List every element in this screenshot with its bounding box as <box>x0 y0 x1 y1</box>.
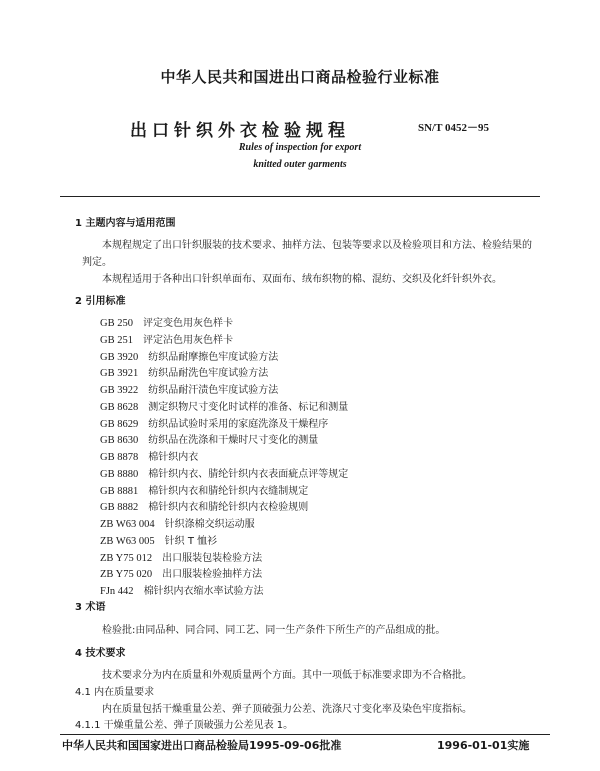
reference-title: 棉针织内衣和腈纶针织内衣检验规则 <box>148 502 309 514</box>
reference-item <box>100 585 264 599</box>
reference-item <box>100 317 233 331</box>
reference-title: 纺织品耐摩擦色牢度试验方法 <box>148 351 279 363</box>
reference-title: 针织涤棉交织运动服 <box>164 519 255 530</box>
reference-title: 棉针织内衣 <box>148 452 199 463</box>
reference-title: 棉针织内衣、腈纶针织内衣表面疵点评等规定 <box>148 468 349 480</box>
english-title-line2: knitted outer garments <box>253 159 347 170</box>
reference-item <box>100 451 198 465</box>
approval-statement: 中华人民共和国国家进出口商品检验局1995-09-06批准 <box>62 739 342 752</box>
reference-title: 纺织品耐汗渍色牢度试验方法 <box>148 385 279 396</box>
reference-item <box>100 552 262 566</box>
reference-item <box>100 434 318 448</box>
reference-item <box>100 384 278 398</box>
reference-item <box>100 401 348 415</box>
implementation-date: 1996-01-01实施 <box>437 739 530 752</box>
reference-title: 评定沾色用灰色样卡 <box>142 334 233 346</box>
reference-code: FJn 442 <box>100 586 134 597</box>
reference-title: 棉针织内衣和腈纶针织内衣缝制规定 <box>148 485 309 497</box>
reference-code: ZB Y75 020 <box>100 569 153 581</box>
reference-title: 纺织品在洗涤和干燥时尺寸变化的测量 <box>148 435 319 447</box>
reference-code: GB 3921 <box>100 368 139 380</box>
reference-title: 出口服装包装检验方法 <box>162 552 263 564</box>
reference-code: GB 3920 <box>100 351 139 363</box>
section-4-heading: 4 技术要求 <box>75 648 126 659</box>
reference-code: ZB W63 005 <box>100 535 155 547</box>
reference-item <box>100 501 308 515</box>
reference-title: 棉针织内衣缩水率试验方法 <box>143 586 264 597</box>
reference-code: GB 8629 <box>100 418 139 430</box>
reference-code: GB 3922 <box>100 385 139 396</box>
reference-code: GB 8882 <box>100 502 139 514</box>
reference-item <box>100 418 328 432</box>
reference-code: ZB Y75 012 <box>100 552 153 564</box>
reference-code: GB 251 <box>100 334 133 346</box>
reference-title: 针织 T 恤衫 <box>164 535 218 547</box>
footer-divider <box>60 734 550 735</box>
section-2-heading: 2 引用标准 <box>75 296 126 307</box>
reference-item <box>100 468 348 482</box>
section-4-1-heading: 4.1 内在质量要求 <box>75 687 155 698</box>
section-4-para: 技术要求分为内在质量和外观质量两个方面。其中一项低于标准要求即为不合格批。 <box>102 670 472 681</box>
reference-item <box>100 367 268 381</box>
reference-title: 纺织品耐洗色牢度试验方法 <box>148 368 269 380</box>
reference-code: GB 8880 <box>100 468 139 480</box>
section-4-1-para: 内在质量包括干燥重量公差、弹子顶破强力公差、洗涤尺寸变化率及染色牢度指标。 <box>102 704 472 715</box>
reference-item <box>100 568 262 582</box>
reference-title: 评定变色用灰色样卡 <box>142 318 233 329</box>
standard-category: 中华人民共和国进出口商品检验行业标准 <box>160 68 440 86</box>
section-1-para2: 本规程适用于各种出口针织单面布、双面布、绒布织物的棉、混纺、交织及化纤针织外衣。 <box>102 274 502 285</box>
reference-code: GB 8878 <box>100 452 139 463</box>
reference-title: 纺织品试验时采用的家庭洗涤及干燥程序 <box>148 418 329 430</box>
reference-title: 出口服装检验抽样方法 <box>162 569 263 581</box>
reference-code: GB 250 <box>100 318 133 329</box>
reference-item <box>100 518 255 532</box>
header-divider <box>60 196 540 197</box>
section-1-heading: 1 主题内容与适用范围 <box>75 218 176 229</box>
document-title: 出口针织外衣检验规程 <box>130 121 350 141</box>
reference-item <box>100 334 233 348</box>
reference-item <box>100 535 217 549</box>
section-3-para: 检验批:由同品种、同合同、同工艺、同一生产条件下所生产的产品组成的批。 <box>102 625 446 636</box>
standard-number: SN/T 0452－95 <box>418 122 490 134</box>
reference-item <box>100 485 308 499</box>
reference-title: 测定织物尺寸变化时试样的准备、标记和测量 <box>148 401 349 413</box>
section-4-1-1: 4.1.1 干燥重量公差、弹子顶破强力公差见表 1。 <box>75 720 294 731</box>
english-title-line1: Rules of inspection for export <box>238 142 362 153</box>
reference-code: GB 8630 <box>100 435 139 447</box>
reference-code: GB 8881 <box>100 485 139 497</box>
section-1-para1-line1: 本规程规定了出口针织服装的技术要求、抽样方法、包装等要求以及检验项目和方法、检验结果的 <box>102 240 532 251</box>
section-1-para1-line2: 判定。 <box>82 257 112 268</box>
section-3-heading: 3 术语 <box>75 602 106 613</box>
reference-code: GB 8628 <box>100 401 139 413</box>
reference-code: ZB W63 004 <box>100 519 155 530</box>
reference-item <box>100 351 278 365</box>
